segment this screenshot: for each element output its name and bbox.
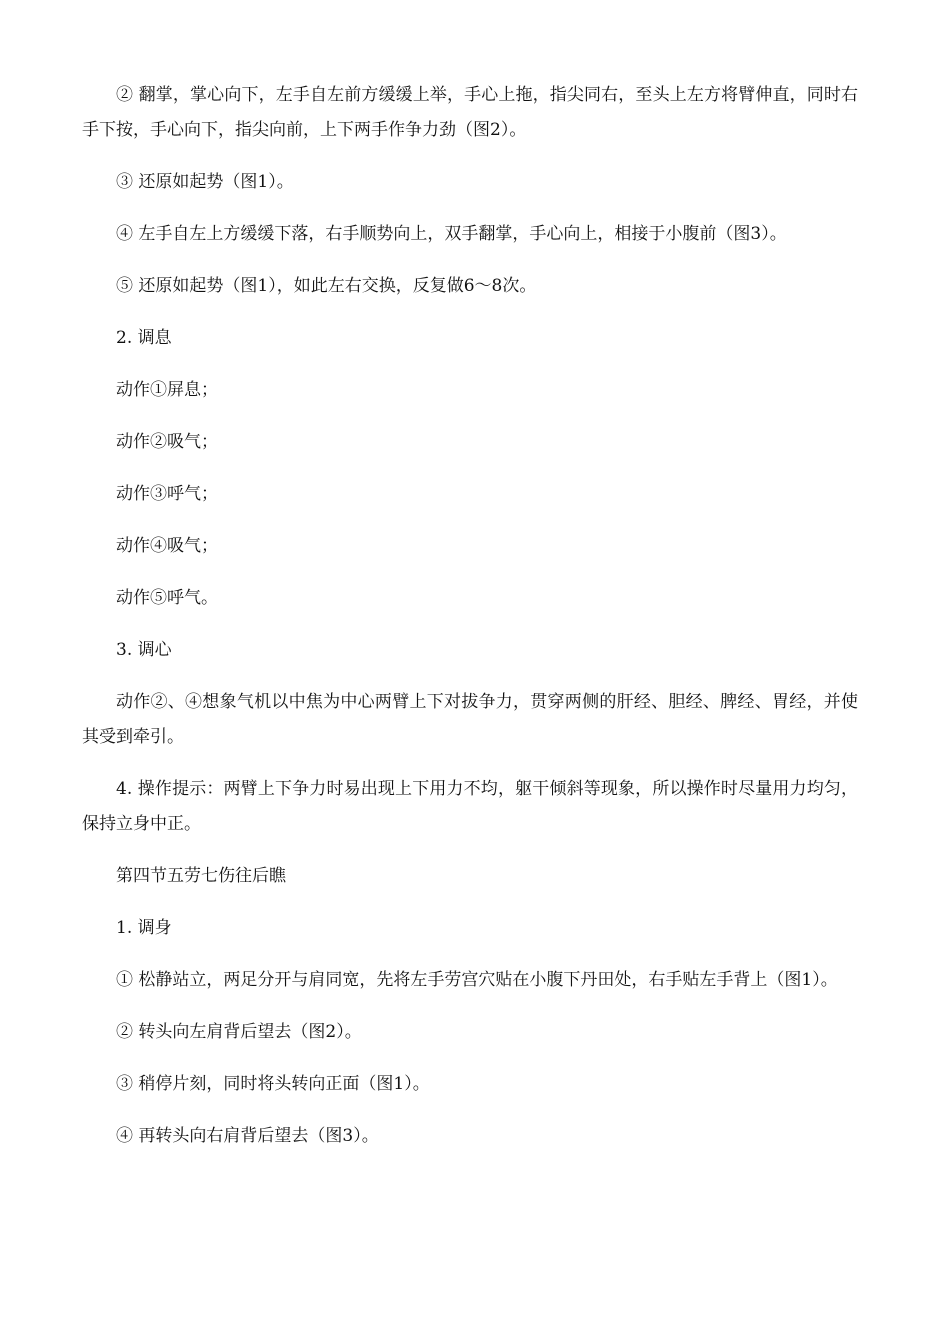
breath-item-2: 动作②吸气；: [116, 432, 218, 452]
paragraph-step-2-turn-palm: ② 翻掌，掌心向下，左手自左前方缓缓上举，手心上拖，指尖同右，至头上左方将臂伸直，同时右手下按，手心向下，指尖向前，上下两手作争力劲（图2）。: [82, 85, 858, 140]
paragraph-step-1-stand: ① 松静站立，两足分开与肩同宽，先将左手劳宫穴贴在小腹下丹田处，右手贴左手背上（图1）。: [116, 970, 838, 990]
section-title-fourth: 第四节五劳七伤往后瞧: [116, 866, 286, 886]
breath-item-1: 动作①屏息；: [116, 380, 218, 400]
paragraph-mind-description: 动作②、④想象气机以中焦为中心两臂上下对拔争力，贯穿两侧的肝经、胆经、脾经、胃经，并使其受到牵引。: [82, 692, 858, 747]
paragraph-step-4-lower-hand: ④ 左手自左上方缓缓下落，右手顺势向上，双手翻掌，手心向上，相接于小腹前（图3）。: [116, 224, 787, 244]
paragraph-step-5-repeat: ⑤ 还原如起势（图1），如此左右交换，反复做6～8次。: [116, 276, 537, 296]
paragraph-step-3-restore: ③ 还原如起势（图1）。: [116, 172, 294, 192]
section-heading-body: 1. 调身: [116, 918, 172, 938]
section-heading-breath: 2. 调息: [116, 328, 172, 348]
paragraph-step-3-pause: ③ 稍停片刻，同时将头转向正面（图1）。: [116, 1074, 430, 1094]
paragraph-step-2-turn-left: ② 转头向左肩背后望去（图2）。: [116, 1022, 362, 1042]
breath-item-5: 动作⑤呼气。: [116, 588, 218, 608]
paragraph-step-4-turn-right: ④ 再转头向右肩背后望去（图3）。: [116, 1126, 379, 1146]
breath-item-4: 动作④吸气；: [116, 536, 218, 556]
paragraph-operation-tips: 4. 操作提示：两臂上下争力时易出现上下用力不均，躯干倾斜等现象，所以操作时尽量用力均匀，保持立身中正。: [82, 779, 858, 834]
section-heading-mind: 3. 调心: [116, 640, 172, 660]
breath-item-3: 动作③呼气；: [116, 484, 218, 504]
